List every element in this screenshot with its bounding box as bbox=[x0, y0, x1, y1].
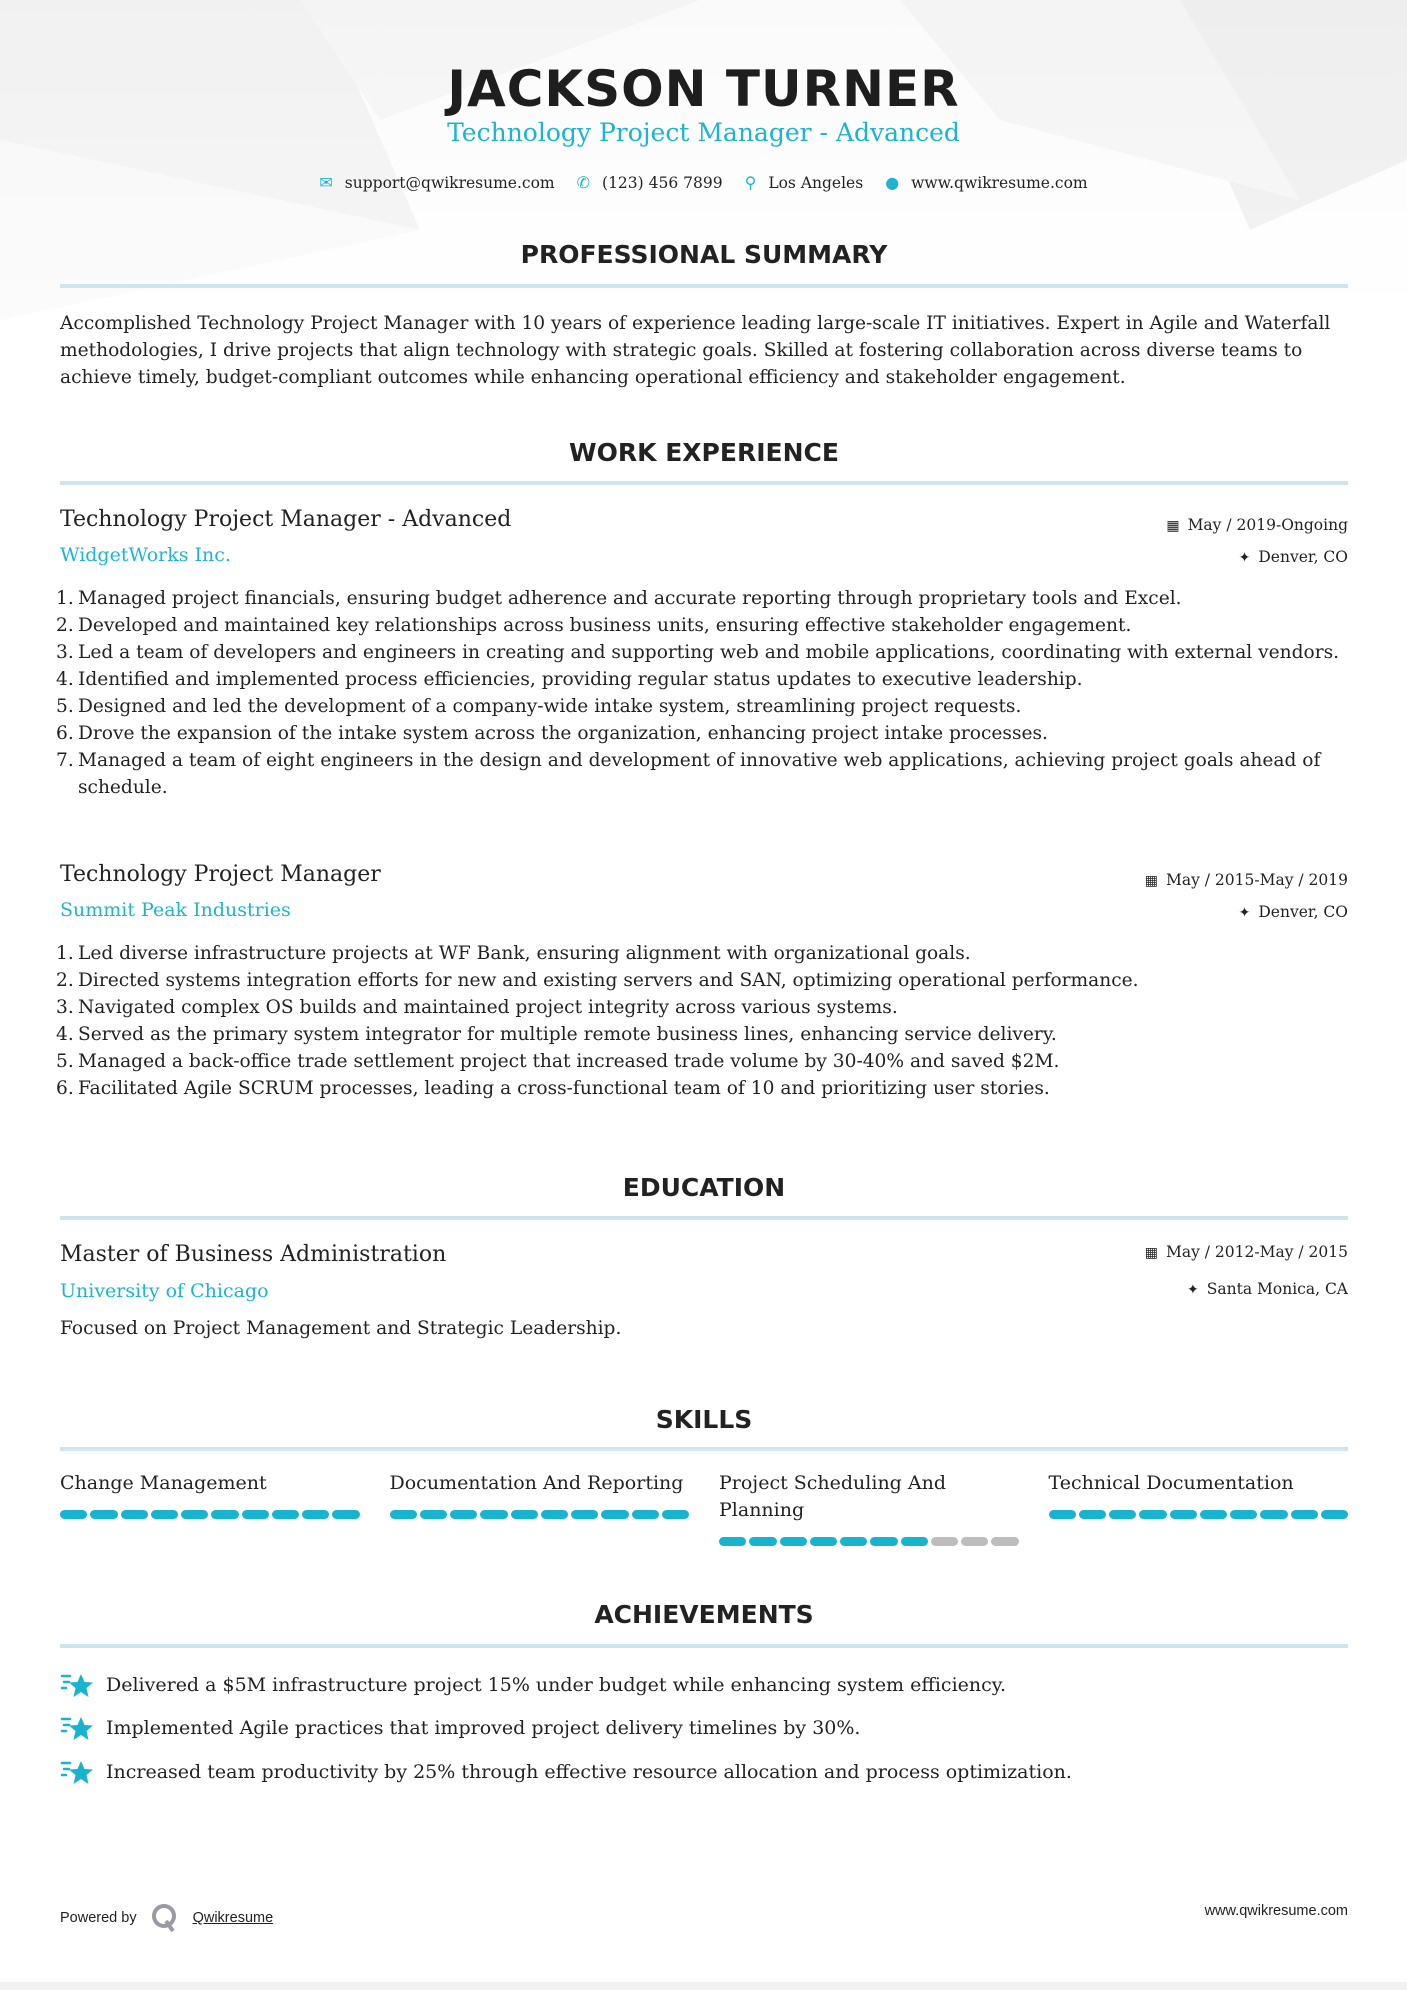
item-text: Led diverse infrastructure projects at WF Bank, ensuring alignment with organizational goals. bbox=[78, 943, 971, 964]
skill-level-dot bbox=[719, 1537, 746, 1546]
achievement-text: Delivered a $5M infrastructure project 15% under budget while enhancing system efficiency. bbox=[106, 1674, 1007, 1696]
skill-level-dot bbox=[870, 1537, 897, 1546]
location-text: Denver, CO bbox=[1258, 903, 1348, 921]
achievement-item bbox=[60, 1757, 1350, 1787]
skill-level-dot bbox=[840, 1537, 867, 1546]
skill-item bbox=[390, 1470, 690, 1546]
section-divider bbox=[60, 481, 1348, 485]
contact-bar bbox=[0, 173, 1407, 192]
skill-level-dot bbox=[242, 1510, 269, 1519]
item-number: 1. bbox=[56, 943, 74, 964]
item-text: Led a team of developers and engineers in creating and supporting web and mobile applications, coordinating with external vendors. bbox=[78, 642, 1340, 663]
skill-item bbox=[60, 1470, 360, 1546]
item-number: 4. bbox=[56, 1024, 74, 1045]
item-number: 2. bbox=[56, 970, 74, 991]
calendar-icon: ▦ bbox=[1144, 873, 1158, 889]
skill-level-dot bbox=[1291, 1510, 1318, 1519]
qwikresume-link[interactable]: Qwikresume bbox=[192, 1910, 274, 1926]
achievement-item bbox=[60, 1670, 1350, 1700]
globe-icon: ● bbox=[885, 173, 900, 192]
list-item bbox=[56, 940, 1350, 967]
location-text: Santa Monica, CA bbox=[1206, 1280, 1348, 1298]
section-divider bbox=[60, 284, 1348, 288]
skill-level-dot bbox=[390, 1510, 417, 1519]
skill-level-dot bbox=[780, 1537, 807, 1546]
item-text: Designed and led the development of a company-wide intake system, streamlining project requests. bbox=[78, 696, 1022, 717]
powered-by-label: Powered by bbox=[60, 1910, 137, 1926]
skill-level-dot bbox=[60, 1510, 87, 1519]
list-item bbox=[56, 1048, 1350, 1075]
dates-text: May / 2012-May / 2015 bbox=[1165, 1243, 1348, 1261]
achievement-text: Increased team productivity by 25% through effective resource allocation and process optimization. bbox=[106, 1761, 1072, 1783]
job-title-2: Technology Project Manager bbox=[60, 862, 381, 887]
job-1-duties bbox=[56, 585, 1350, 801]
job-dates-1 bbox=[1166, 516, 1348, 534]
item-text: Navigated complex OS builds and maintained project integrity across various systems. bbox=[78, 997, 898, 1018]
item-number: 2. bbox=[56, 615, 74, 636]
section-heading-skills: SKILLS bbox=[655, 1405, 753, 1434]
item-text: Identified and implemented process efficiencies, providing regular status updates to executive leadership. bbox=[78, 669, 1083, 690]
qwikresume-logo-icon bbox=[151, 1903, 179, 1933]
skill-level-dot bbox=[151, 1510, 178, 1519]
degree: Master of Business Administration bbox=[60, 1242, 447, 1267]
job-2-duties bbox=[56, 940, 1350, 1102]
pushpin-icon: ✦ bbox=[1238, 550, 1251, 566]
skill-level-dot bbox=[601, 1510, 628, 1519]
skill-level-dot bbox=[121, 1510, 148, 1519]
section-heading-achievements: ACHIEVEMENTS bbox=[594, 1600, 814, 1629]
skill-level-dot bbox=[181, 1510, 208, 1519]
skill-level-meter bbox=[1049, 1510, 1349, 1519]
skill-level-dot bbox=[332, 1510, 359, 1519]
section-divider bbox=[60, 1216, 1348, 1220]
page-bottom-edge bbox=[0, 1982, 1407, 1990]
phone: (123) 456 7899 bbox=[602, 173, 723, 192]
achievement-text: Implemented Agile practices that improved project delivery timelines by 30%. bbox=[106, 1717, 861, 1739]
item-number: 6. bbox=[56, 723, 74, 744]
skills-grid bbox=[60, 1470, 1348, 1546]
job-title: Technology Project Manager - Advanced bbox=[447, 118, 960, 147]
skill-level-dot bbox=[211, 1510, 238, 1519]
skill-level-dot bbox=[480, 1510, 507, 1519]
envelope-icon: ✉ bbox=[319, 173, 333, 192]
skill-level-meter bbox=[719, 1537, 1019, 1546]
list-item bbox=[56, 666, 1350, 693]
skill-name: Project Scheduling And Planning bbox=[719, 1472, 947, 1521]
skill-level-dot bbox=[1200, 1510, 1227, 1519]
calendar-icon: ▦ bbox=[1144, 1245, 1158, 1261]
website[interactable]: www.qwikresume.com bbox=[911, 173, 1088, 192]
skill-level-dot bbox=[749, 1537, 776, 1546]
skill-level-dot bbox=[1321, 1510, 1348, 1519]
section-heading-experience: WORK EXPERIENCE bbox=[569, 438, 839, 467]
skill-name: Technical Documentation bbox=[1048, 1472, 1294, 1494]
item-number: 1. bbox=[56, 588, 74, 609]
list-item bbox=[56, 639, 1350, 666]
section-divider bbox=[60, 1644, 1348, 1648]
skill-level-dot bbox=[1109, 1510, 1136, 1519]
list-item bbox=[56, 585, 1350, 612]
list-item bbox=[56, 693, 1350, 720]
skill-level-dot bbox=[450, 1510, 477, 1519]
item-number: 3. bbox=[56, 997, 74, 1018]
item-number: 7. bbox=[56, 750, 74, 771]
achievement-item bbox=[60, 1713, 1350, 1743]
job-title-1: Technology Project Manager - Advanced bbox=[60, 507, 512, 532]
pushpin-icon: ✦ bbox=[1238, 905, 1251, 921]
skill-level-dot bbox=[931, 1537, 958, 1546]
skill-level-dot bbox=[1049, 1510, 1076, 1519]
job-location-2 bbox=[1239, 903, 1348, 921]
job-dates-2 bbox=[1145, 871, 1348, 889]
skill-name: Documentation And Reporting bbox=[389, 1472, 684, 1494]
candidate-name: JACKSON TURNER bbox=[447, 60, 960, 118]
company-1: WidgetWorks Inc. bbox=[60, 544, 231, 566]
location: Los Angeles bbox=[768, 173, 864, 192]
skill-level-dot bbox=[991, 1537, 1018, 1546]
skill-level-dot bbox=[272, 1510, 299, 1519]
item-number: 5. bbox=[56, 1051, 74, 1072]
skill-level-dot bbox=[1230, 1510, 1257, 1519]
item-text: Directed systems integration efforts for new and existing servers and SAN, optimizing operational performance. bbox=[78, 970, 1139, 991]
dates-text: May / 2019-Ongoing bbox=[1187, 516, 1348, 534]
list-item bbox=[56, 720, 1350, 747]
header-background bbox=[0, 0, 1407, 320]
skill-level-dot bbox=[302, 1510, 329, 1519]
section-heading-summary: PROFESSIONAL SUMMARY bbox=[520, 240, 888, 269]
education-description: Focused on Project Management and Strategic Leadership. bbox=[60, 1318, 622, 1339]
pushpin-icon: ✦ bbox=[1187, 1282, 1199, 1298]
skill-level-dot bbox=[511, 1510, 538, 1519]
email[interactable]: support@qwikresume.com bbox=[344, 173, 555, 192]
item-text: Drove the expansion of the intake system across the organization, enhancing project intake processes. bbox=[78, 723, 1048, 744]
item-number: 6. bbox=[56, 1078, 74, 1099]
list-item bbox=[56, 747, 1350, 801]
footer-website[interactable]: www.qwikresume.com bbox=[1204, 1903, 1348, 1919]
summary-text: Accomplished Technology Project Manager with 10 years of experience leading large-scale IT initiatives. Expert in Agile and Waterfall methodologies, I drive projects that align technology with strategic goals. Skilled at fostering collaboration across diverse teams to achieve timely, budget-compliant outcomes while enhancing operational efficiency and stakeholder engagement. bbox=[60, 313, 1331, 388]
skill-level-dot bbox=[571, 1510, 598, 1519]
skill-level-dot bbox=[1170, 1510, 1197, 1519]
item-text: Managed project financials, ensuring budget adherence and accurate reporting through proprietary tools and Excel. bbox=[78, 588, 1182, 609]
item-text: Served as the primary system integrator for multiple remote business lines, enhancing service delivery. bbox=[78, 1024, 1057, 1045]
skill-item bbox=[1049, 1470, 1349, 1546]
company-2: Summit Peak Industries bbox=[60, 899, 291, 921]
item-text: Developed and maintained key relationships across business units, ensuring effective stakeholder engagement. bbox=[78, 615, 1132, 636]
skill-level-dot bbox=[632, 1510, 659, 1519]
item-number: 4. bbox=[56, 669, 74, 690]
star-icon bbox=[60, 1757, 94, 1787]
dates-text: May / 2015-May / 2019 bbox=[1165, 871, 1348, 889]
item-text: Managed a back-office trade settlement project that increased trade volume by 30-40% and saved $2M. bbox=[78, 1051, 1060, 1072]
list-item bbox=[56, 612, 1350, 639]
list-item bbox=[56, 967, 1350, 994]
footer-left bbox=[60, 1903, 273, 1933]
skill-item bbox=[719, 1470, 1019, 1546]
job-location-1 bbox=[1239, 548, 1348, 566]
location-text: Denver, CO bbox=[1258, 548, 1348, 566]
skill-level-dot bbox=[1260, 1510, 1287, 1519]
list-item bbox=[56, 1075, 1350, 1102]
skill-level-dot bbox=[961, 1537, 988, 1546]
item-number: 5. bbox=[56, 696, 74, 717]
skill-level-dot bbox=[901, 1537, 928, 1546]
star-icon bbox=[60, 1713, 94, 1743]
education-dates bbox=[1145, 1243, 1348, 1261]
phone-icon: ✆ bbox=[576, 173, 591, 192]
skill-level-dot bbox=[541, 1510, 568, 1519]
skill-level-dot bbox=[1139, 1510, 1166, 1519]
item-text: Managed a team of eight engineers in the design and development of innovative web applications, achieving project goals ahead of schedule. bbox=[78, 750, 1321, 798]
skill-level-dot bbox=[662, 1510, 689, 1519]
education-location bbox=[1187, 1280, 1348, 1298]
section-heading-education: EDUCATION bbox=[622, 1173, 786, 1202]
skill-level-dot bbox=[1079, 1510, 1106, 1519]
list-item bbox=[56, 994, 1350, 1021]
skill-level-dot bbox=[810, 1537, 837, 1546]
list-item bbox=[56, 1021, 1350, 1048]
skill-level-dot bbox=[420, 1510, 447, 1519]
skill-name: Change Management bbox=[60, 1472, 267, 1494]
calendar-icon: ▦ bbox=[1166, 518, 1180, 534]
skill-level-meter bbox=[390, 1510, 690, 1519]
school: University of Chicago bbox=[60, 1280, 269, 1302]
item-number: 3. bbox=[56, 642, 74, 663]
star-icon bbox=[60, 1670, 94, 1700]
item-text: Facilitated Agile SCRUM processes, leading a cross-functional team of 10 and prioritizing user stories. bbox=[78, 1078, 1050, 1099]
section-divider bbox=[60, 1447, 1348, 1451]
map-marker-icon: ⚲ bbox=[744, 173, 757, 192]
skill-level-dot bbox=[90, 1510, 117, 1519]
skill-level-meter bbox=[60, 1510, 360, 1519]
